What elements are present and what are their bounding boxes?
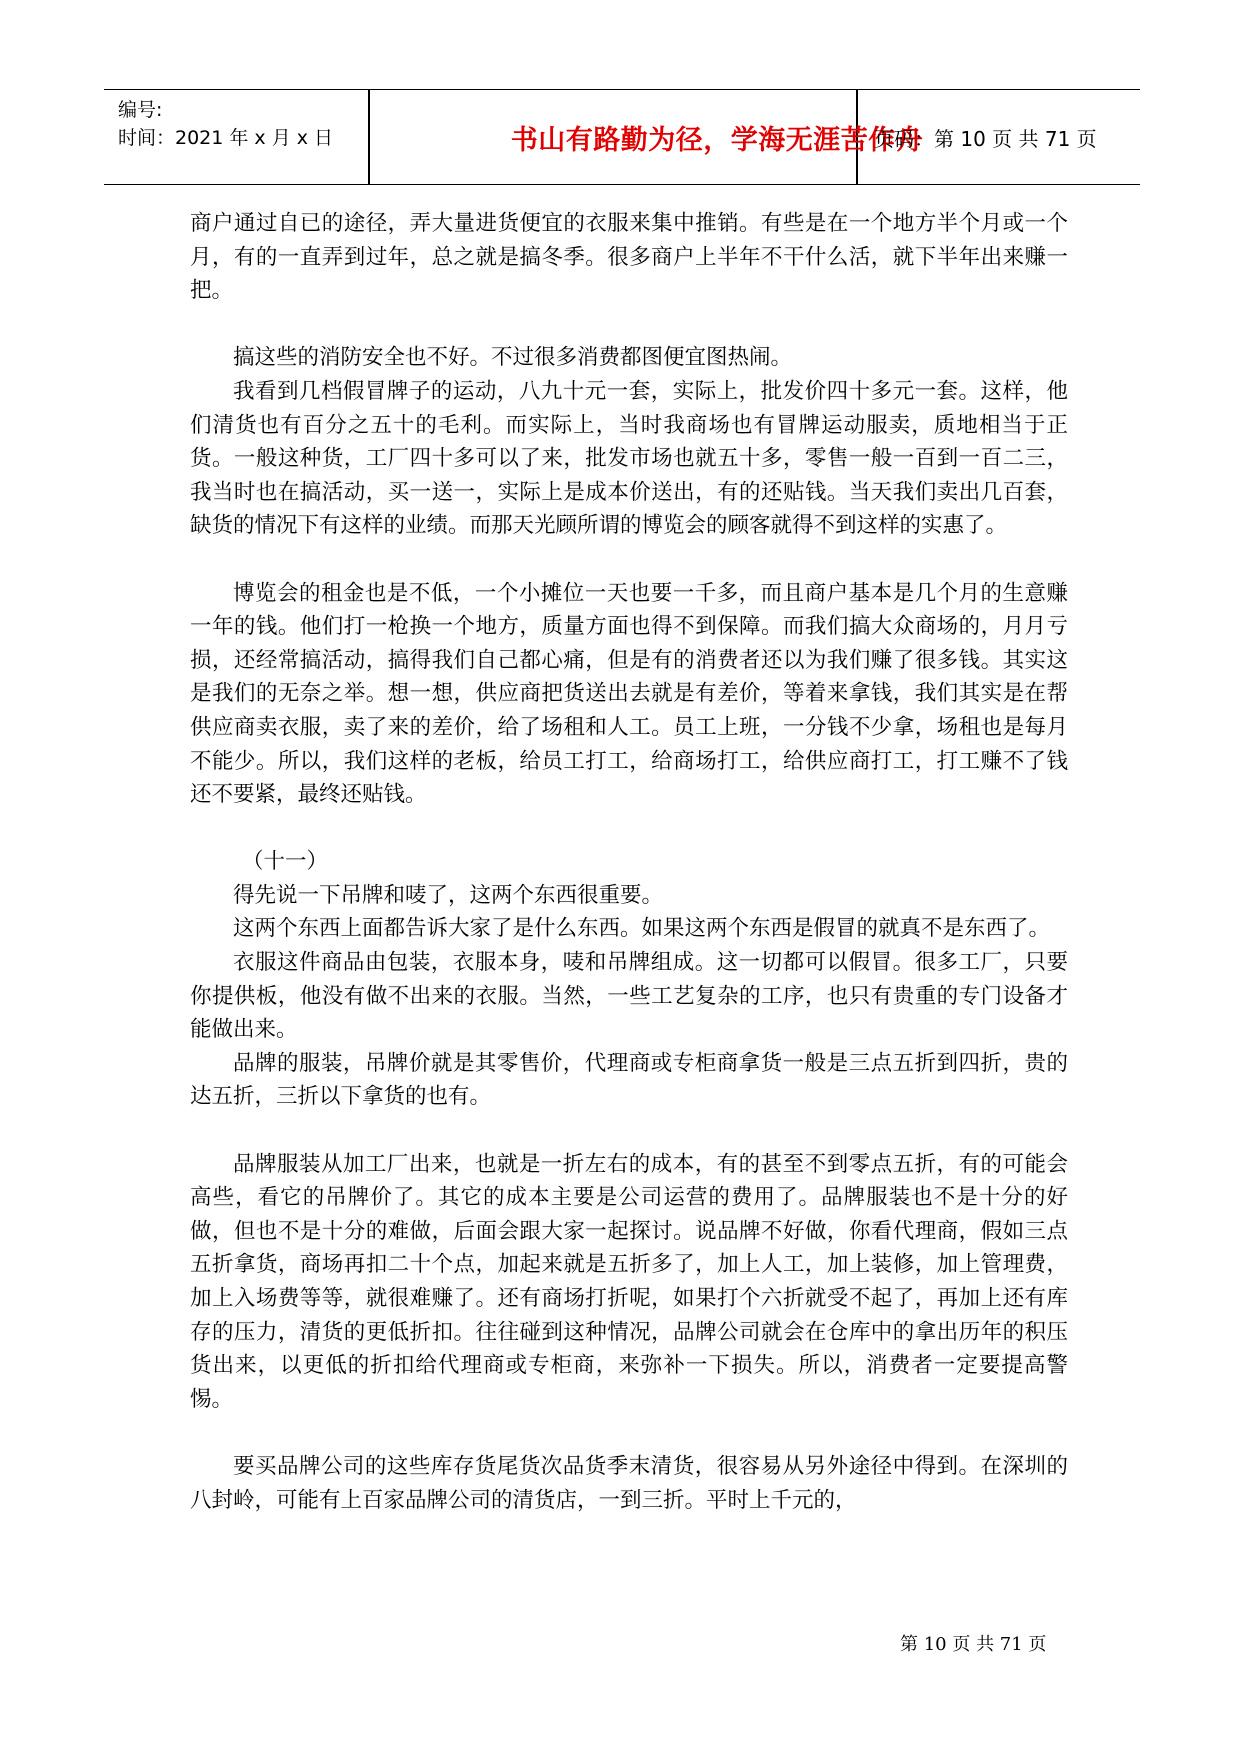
header-meta xyxy=(118,96,458,152)
paragraph: 得先说一下吊牌和唛了，这两个东西很重要。 xyxy=(233,882,664,908)
document-time-label: 时间：2021 年 x 月 x 日 xyxy=(118,127,334,149)
paragraph: 博览会的租金也是不低，一个小摊位一天也要一千多，而且商户基本是几个月的生意赚一年的钱。他们打一枪换一个地方，质量方面也得不到保障。而我们搞大众商场的，月月亏损，还经常搞活动，搞得我们自己都心痛，但是有的消费者还以为我们赚了很多钱。其实这是我们的无奈之举。想一想，供应商把货送出去就是有差价，等着来拿钱，我们其实是在帮供应商卖衣服，卖了来的差价，给了场租和人工。员工上班，一分钱不少拿，场租也是每月不能少。所以，我们这样的老板，给员工打工，给商场打工，给供应商打工，打工赚不了钱还不要紧，最终还贴钱。 xyxy=(190,580,1068,808)
paragraph: 品牌的服装，吊牌价就是其零售价，代理商或专柜商拿货一般是三点五折到四折，贵的达五折，三折以下拿货的也有。 xyxy=(190,1050,1068,1110)
paragraph: 要买品牌公司的这些库存货尾货次品货季末清货，很容易从另外途径中得到。在深圳的八封岭，可能有上百家品牌公司的清货店，一到三折。平时上千元的， xyxy=(190,1453,1068,1513)
paragraph: 这两个东西上面都告诉大家了是什么东西。如果这两个东西是假冒的就真不是东西了。 xyxy=(233,916,1051,942)
paragraph-gap xyxy=(190,1416,1068,1450)
page-header xyxy=(104,89,1140,185)
document-number-label: 编号: xyxy=(118,99,163,121)
header-page-label: 页码：第 10 页 共 71 页 xyxy=(874,126,1097,151)
paragraph-gap xyxy=(190,812,1068,846)
paragraph: 商户通过自已的途径，弄大量进货便宜的衣服来集中推销。有些是在一个地方半个月或一个月，有的一直弄到过年，总之就是搞冬季。很多商户上半年不干什么活，就下半年出来赚一把。 xyxy=(190,211,1068,304)
paragraph-gap xyxy=(190,1114,1068,1148)
paragraph: 品牌服装从加工厂出来，也就是一折左右的成本，有的甚至不到零点五折，有的可能会高些，看它的吊牌价了。其它的成本主要是公司运营的费用了。品牌服装也不是十分的好做，但也不是十分的难做，后面会跟大家一起探讨。说品牌不好做，你看代理商，假如三点五折拿货，商场再扣二十个点，加起来就是五折多了，加上人工，加上装修，加上管理费，加上入场费等等，就很难赚了。还有商场打折呢，如果打个六折就受不起了，再加上还有库存的压力，清货的更低折扣。往往碰到这种情况，品牌公司就会在仓库中的拿出历年的积压货出来，以更低的折扣给代理商或专柜商，来弥补一下损失。所以，消费者一定要提高警惕。 xyxy=(190,1151,1068,1412)
paragraph: 搞这些的消防安全也不好。不过很多消费都图便宜图热闹。 xyxy=(233,345,793,371)
document-body xyxy=(190,207,1068,1517)
header-motto: 书山有路勤为径，学海无涯苦作舟 xyxy=(510,124,924,156)
paragraph: 衣服这件商品由包装，衣服本身，唛和吊牌组成。这一切都可以假冒。很多工厂，只要你提供板，他没有做不出来的衣服。当然，一些工艺复杂的工序，也只有贵重的专门设备才能做出来。 xyxy=(190,950,1068,1043)
paragraph-gap xyxy=(190,543,1068,577)
section-heading: （十一） xyxy=(242,849,329,875)
paragraph-gap xyxy=(190,308,1068,342)
paragraph: 我看到几档假冒牌子的运动，八九十元一套，实际上，批发价四十多元一套。这样，他们清货也有百分之五十的毛利。而实际上，当时我商场也有冒牌运动服卖，质地相当于正货。一般这种货，工厂四十多可以了来，批发市场也就五十多，零售一般一百到一百二三，我当时也在搞活动，买一送一，实际上是成本价送出，有的还贴钱。当天我们卖出几百套，缺货的情况下有这样的业绩。而那天光顾所谓的博览会的顾客就得不到这样的实惠了。 xyxy=(190,378,1068,539)
page-footer: 第 10 页 共 71 页 xyxy=(900,1634,1047,1655)
